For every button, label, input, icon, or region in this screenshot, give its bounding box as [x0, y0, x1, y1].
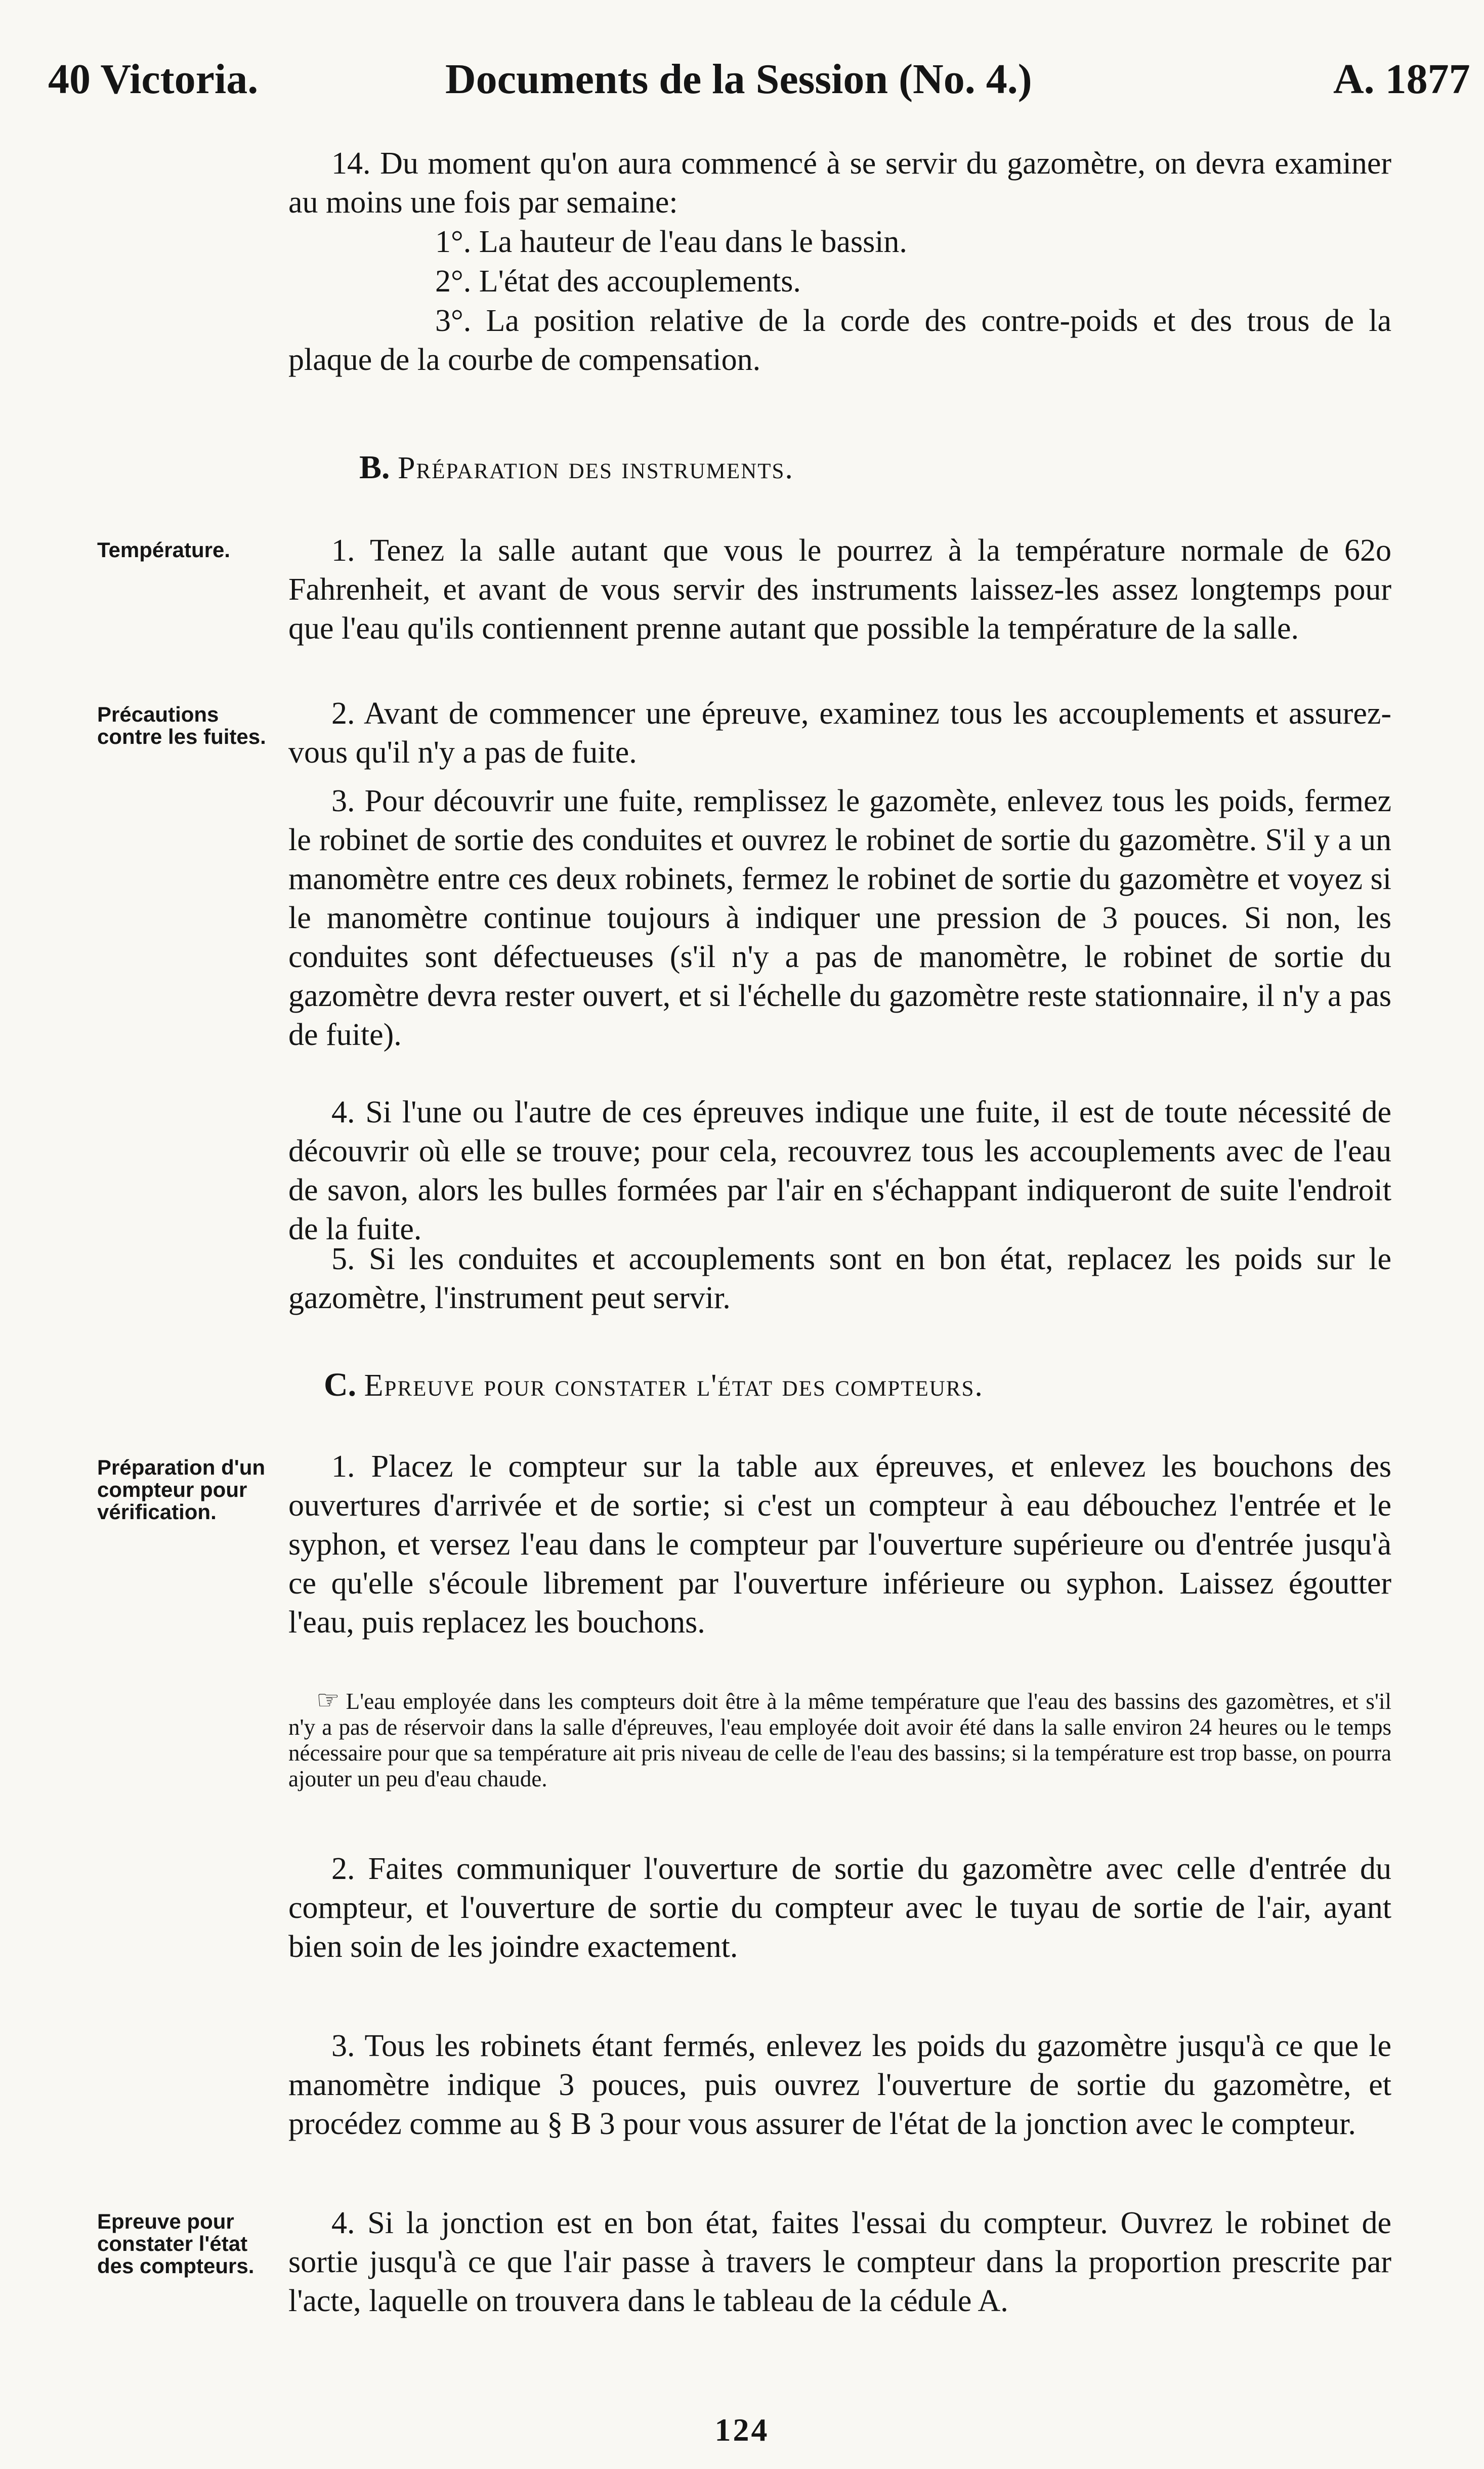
list-item-3: 3°. La position relative de la corde des contre-poids et des trous de la plaque de la courbe de compensation.: [288, 304, 1391, 377]
paragraph-b5: 5. Si les conduites et accouplements sont en bon état, replacez les poids sur le gazomètre, l'instrument peut servir.: [288, 1242, 1391, 1315]
section-b-title: Préparation des instruments.: [398, 451, 794, 485]
page-header: [0, 55, 1484, 115]
paragraph-b4: 4. Si l'une ou l'autre de ces épreuves indique une fuite, il est de toute nécessité de découvrir où elle se trouve; pour cela, recouvrez tous les accouplements avec de l'eau de savon, alors les bulles formées par l'air en s'échappant indiqueront de suite l'endroit de la fuite.: [288, 1095, 1391, 1246]
header-year: A. 1877: [1333, 56, 1470, 103]
paragraph-b3: 3. Pour découvrir une fuite, remplissez le gazomète, enlevez tous les poids, fermez le robinet de sortie des conduites et ouvrez le robinet de sortie du gazomètre. S'il y a un manomètre entre ces deux robinets, fermez le robinet de sortie du gazomètre et voyez si le manomètre continue toujours à indiquer une pression de 3 pouces. Si non, les conduites sont défectueuses (s'il n'y a pas de manomètre, le robinet de sortie du gazomètre devra rester ouvert, et si l'échelle du gazomètre reste stationnaire, il n'y a pas de fuite).: [288, 784, 1391, 1052]
list-item-1: 1°. La hauteur de l'eau dans le bassin.: [435, 225, 907, 259]
margin-note-precautions: Précautions contre les fuites.: [97, 702, 266, 748]
section-b-heading: [359, 448, 794, 488]
paragraph-a14: 14. Du moment qu'on aura commencé à se servir du gazomètre, on devra examiner au moins une fois par semaine:: [288, 146, 1391, 220]
page-number: 124: [714, 2412, 770, 2448]
footnote-text: L'eau employée dans les compteurs doit être à la même température que l'eau des bassins des gazomètres, et s'il n'y a pas de réservoir dans la salle d'épreuves, l'eau employée doit avoir été dans la salle environ 24 heures ou le temps nécessaire pour que sa température ait pris niveau de celle de l'eau des bassins; si la température est trop basse, on pourra ajouter un peu d'eau chaude.: [288, 1689, 1391, 1791]
paragraph-b2: 2. Avant de commencer une épreuve, examinez tous les accouplements et assurez-vous qu'il n'y a pas de fuite.: [288, 696, 1391, 770]
section-c-title: Epreuve pour constater l'état des compteurs.: [364, 1368, 984, 1403]
paragraph-c2: 2. Faites communiquer l'ouverture de sortie du gazomètre avec celle d'entrée du compteur, et l'ouverture de sortie du compteur avec le tuyau de sortie de l'air, ayant bien soin de les joindre exactement.: [288, 1852, 1391, 1964]
footnote-water-temperature: [288, 1688, 1391, 1792]
paragraph-c1: 1. Placez le compteur sur la table aux épreuves, et enlevez les bouchons des ouvertures d'arrivée et de sortie; si c'est un compteur à eau débouchez l'entrée et le syphon, et versez l'eau dans le compteur par l'ouverture supérieure ou d'entrée jusqu'à ce qu'elle s'écoule librement par l'ouverture inférieure ou syphon. Laissez égoutter l'eau, puis replacez les bouchons.: [288, 1449, 1391, 1640]
paragraph-b1: 1. Tenez la salle autant que vous le pourrez à la température normale de 62o Fahrenheit, et avant de vous servir des instruments laissez-les assez longtemps pour que l'eau qu'ils contiennent prenne autant que possible la température de la salle.: [288, 533, 1391, 646]
paragraph-c3: 3. Tous les robinets étant fermés, enlevez les poids du gazomètre jusqu'à ce que le manomètre indique 3 pouces, puis ouvrez l'ouverture de sortie du gazomètre, et procédez comme au § B 3 pour vous assurer de l'état de la jonction avec le compteur.: [288, 2029, 1391, 2141]
section-b-letter: B.: [359, 449, 390, 486]
header-title: Documents de la Session (No. 4.): [445, 56, 1032, 103]
margin-note-epreuve: Epreuve pour constater l'état des compteurs.: [97, 2209, 255, 2278]
list-item-2: 2°. L'état des accouplements.: [435, 264, 801, 299]
paragraph-c4: 4. Si la jonction est en bon état, faites l'essai du compteur. Ouvrez le robinet de sortie jusqu'à ce que l'air passe à travers le compteur dans la proportion prescrite par l'acte, laquelle on trouvera dans le tableau de la cédule A.: [288, 2206, 1391, 2318]
margin-note-temperature: Température.: [97, 538, 230, 562]
section-c-letter: C.: [324, 1366, 357, 1403]
pointing-hand-icon: ☞: [316, 1686, 340, 1715]
margin-note-preparation: Préparation d'un compteur pour vérification.: [97, 1455, 266, 1524]
header-volume: 40 Victoria.: [48, 56, 259, 103]
section-c-heading: [324, 1365, 984, 1405]
